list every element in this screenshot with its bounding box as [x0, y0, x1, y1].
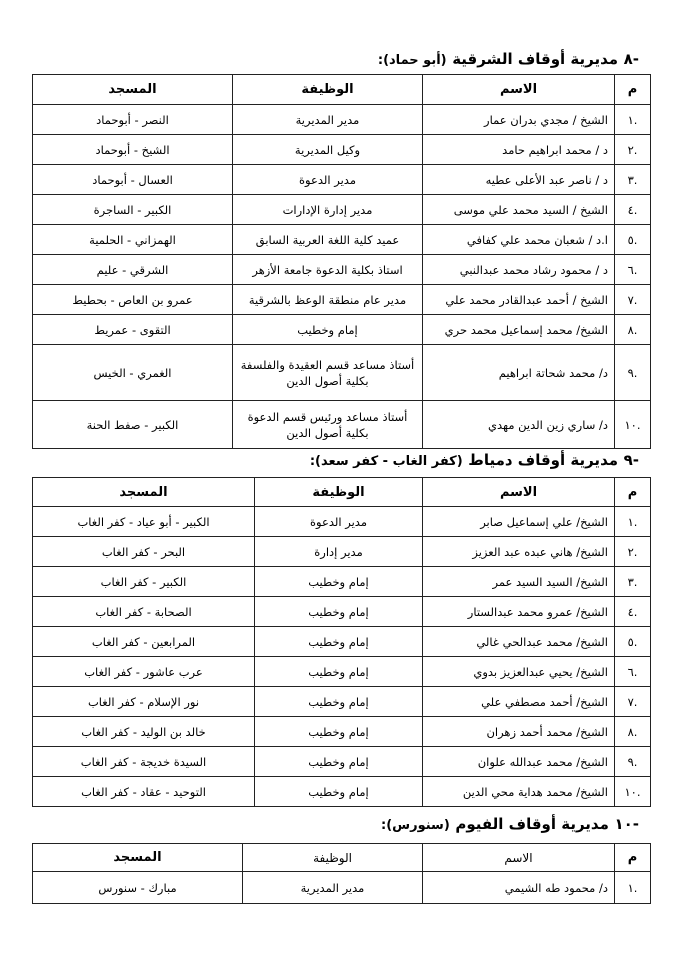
table-row: [33, 777, 651, 807]
row-job: وكيل المديرية: [233, 135, 423, 165]
row-job: مدير إدارة: [255, 537, 423, 567]
row-job: مدير الدعوة: [255, 507, 423, 537]
row-number: .٤: [615, 195, 651, 225]
section-subtitle: (كفر الغاب - كفر سعد):: [309, 454, 463, 469]
section-9-table: [32, 477, 651, 807]
row-job: مدير المديرية: [243, 872, 423, 904]
row-mosque: الكبير - أبو عياد - كفر الغاب: [33, 507, 255, 537]
row-number: .٢: [615, 135, 651, 165]
table-row: [33, 255, 651, 285]
row-name: الشيخ/ محمد هداية محي الدين: [423, 777, 615, 807]
table-row: [33, 345, 651, 401]
row-number: .٣: [615, 165, 651, 195]
row-name: الشيخ / أحمد عبدالقادر محمد علي: [423, 285, 615, 315]
row-name: د/ ساري زين الدين مهدي: [423, 401, 615, 449]
row-number: .٥: [615, 627, 651, 657]
row-job: إمام وخطيب: [255, 717, 423, 747]
row-number: .٧: [615, 285, 651, 315]
table-row: [33, 315, 651, 345]
row-mosque: الشرقي - عليم: [33, 255, 233, 285]
header-job: الوظيفة: [233, 75, 423, 105]
row-job: مدير إدارة الإدارات: [233, 195, 423, 225]
row-name: الشيخ / السيد محمد علي موسى: [423, 195, 615, 225]
section-subtitle: (سنورس):: [381, 818, 450, 833]
header-mosque: المسجد: [33, 75, 233, 105]
section-10-heading: [381, 814, 639, 833]
table-row: [33, 872, 651, 904]
row-name: الشيخ/ محمد أحمد زهران: [423, 717, 615, 747]
header-mosque: المسجد: [33, 844, 243, 872]
header-mosque: المسجد: [33, 478, 255, 507]
row-number: .١٠: [615, 401, 651, 449]
table-row: [33, 717, 651, 747]
row-mosque: الكبير - صفط الحنة: [33, 401, 233, 449]
header-num: م: [615, 75, 651, 105]
section-title: مديرية أوقاف الشرقية: [452, 50, 619, 68]
section-title: مديرية أوقاف دمياط: [468, 451, 619, 469]
table-row: [33, 507, 651, 537]
header-name: الاسم: [423, 75, 615, 105]
row-mosque: الصحابة - كفر الغاب: [33, 597, 255, 627]
row-name: د/ محمد شحاتة ابراهيم: [423, 345, 615, 401]
row-number: .٣: [615, 567, 651, 597]
section-number: -٩: [623, 451, 639, 469]
table-row: [33, 105, 651, 135]
row-job: استاذ بكلية الدعوة جامعة الأزهر: [233, 255, 423, 285]
table-row: [33, 747, 651, 777]
row-number: .١: [615, 105, 651, 135]
row-mosque: السيدة خديجة - كفر الغاب: [33, 747, 255, 777]
header-num: م: [615, 478, 651, 507]
row-job: إمام وخطيب: [255, 597, 423, 627]
row-job: [233, 345, 423, 401]
row-mosque: خالد بن الوليد - كفر الغاب: [33, 717, 255, 747]
row-mosque: الكبير - الساجرة: [33, 195, 233, 225]
row-mosque: التقوى - عمريط: [33, 315, 233, 345]
row-mosque: الكبير - كفر الغاب: [33, 567, 255, 597]
row-name: الشيخ/ عمرو محمد عبدالستار: [423, 597, 615, 627]
row-number: .٢: [615, 537, 651, 567]
row-name: الشيخ / مجدي بدران عمار: [423, 105, 615, 135]
row-number: .٥: [615, 225, 651, 255]
row-mosque: مبارك - سنورس: [33, 872, 243, 904]
row-mosque: عرب عاشور - كفر الغاب: [33, 657, 255, 687]
row-number: .٩: [615, 345, 651, 401]
table-row: [33, 657, 651, 687]
row-job: إمام وخطيب: [255, 567, 423, 597]
row-job-line-2: بكلية أصول الدين: [286, 373, 369, 388]
row-job-line-1: أستاذ مساعد قسم العقيدة والفلسفة: [240, 357, 415, 372]
row-name: الشيخ/ علي إسماعيل صابر: [423, 507, 615, 537]
section-title: مديرية أوقاف الفيوم: [455, 815, 609, 833]
table-row: [33, 597, 651, 627]
section-subtitle: (أبو حماد):: [377, 53, 447, 68]
row-job: مدير المديرية: [233, 105, 423, 135]
row-name: د / ناصر عبد الأعلى عطيه: [423, 165, 615, 195]
row-number: .٨: [615, 717, 651, 747]
row-job: إمام وخطيب: [255, 657, 423, 687]
row-name: الشيخ/ محمد عبدالحي غالي: [423, 627, 615, 657]
row-mosque: نور الإسلام - كفر الغاب: [33, 687, 255, 717]
row-mosque: المرابعين - كفر الغاب: [33, 627, 255, 657]
table-row: [33, 687, 651, 717]
row-name: الشيخ/ السيد السيد عمر: [423, 567, 615, 597]
table-row: [33, 627, 651, 657]
row-mosque: البحر - كفر الغاب: [33, 537, 255, 567]
row-job-line-1: أستاذ مساعد ورئيس قسم الدعوة: [247, 409, 408, 424]
section-9-heading: [310, 450, 639, 469]
row-name: الشيخ/ أحمد مصطفي علي: [423, 687, 615, 717]
row-name: الشيخ/ هاني عبده عبد العزيز: [423, 537, 615, 567]
row-number: .١: [615, 872, 651, 904]
row-number: .٧: [615, 687, 651, 717]
row-number: .١: [615, 507, 651, 537]
table-header-row: [33, 75, 651, 105]
row-mosque: النصر - أبوحماد: [33, 105, 233, 135]
header-job: الوظيفة: [255, 478, 423, 507]
row-job: إمام وخطيب: [233, 315, 423, 345]
row-job-line-2: بكلية أصول الدين: [286, 425, 369, 440]
header-name: الاسم: [423, 844, 615, 872]
section-8-heading: [378, 49, 639, 68]
row-mosque: الغمري - الخيس: [33, 345, 233, 401]
row-mosque: الشيخ - أبوحماد: [33, 135, 233, 165]
header-job: الوظيفة: [243, 844, 423, 872]
row-name: الشيخ/ يحيي عبدالعزيز بدوي: [423, 657, 615, 687]
table-row: [33, 567, 651, 597]
row-job: إمام وخطيب: [255, 687, 423, 717]
row-name: الشيخ/ محمد عبدالله علوان: [423, 747, 615, 777]
row-name: د / محمد ابراهيم حامد: [423, 135, 615, 165]
row-name: د/ محمود طه الشيمي: [423, 872, 615, 904]
row-job: [233, 401, 423, 449]
table-header-row: [33, 844, 651, 872]
row-mosque: عمرو بن العاص - بحطيط: [33, 285, 233, 315]
row-job: مدير الدعوة: [233, 165, 423, 195]
row-name: الشيخ/ محمد إسماعيل محمد حري: [423, 315, 615, 345]
table-row: [33, 195, 651, 225]
row-job: عميد كلية اللغة العربية السابق: [233, 225, 423, 255]
table-row: [33, 165, 651, 195]
row-job: إمام وخطيب: [255, 747, 423, 777]
row-number: .٤: [615, 597, 651, 627]
row-mosque: التوحيد - عقاد - كفر الغاب: [33, 777, 255, 807]
table-header-row: [33, 478, 651, 507]
table-row: [33, 225, 651, 255]
row-name: د / محمود رشاد محمد عبدالنبي: [423, 255, 615, 285]
row-job: إمام وخطيب: [255, 777, 423, 807]
section-number: -١٠: [614, 815, 639, 833]
row-number: .٦: [615, 255, 651, 285]
row-job: مدير عام منطقة الوعظ بالشرقية: [233, 285, 423, 315]
table-row: [33, 537, 651, 567]
row-job: إمام وخطيب: [255, 627, 423, 657]
row-number: .٩: [615, 747, 651, 777]
table-row: [33, 285, 651, 315]
section-8-table: [32, 74, 651, 449]
header-name: الاسم: [423, 478, 615, 507]
table-row: [33, 401, 651, 449]
row-number: .١٠: [615, 777, 651, 807]
row-number: .٨: [615, 315, 651, 345]
header-num: م: [615, 844, 651, 872]
section-number: -٨: [623, 50, 639, 68]
row-mosque: الهمزاني - الحلمية: [33, 225, 233, 255]
section-10-table: [32, 843, 651, 904]
row-name: ا.د / شعبان محمد علي كفافي: [423, 225, 615, 255]
table-row: [33, 135, 651, 165]
row-number: .٦: [615, 657, 651, 687]
row-mosque: العسال - أبوحماد: [33, 165, 233, 195]
